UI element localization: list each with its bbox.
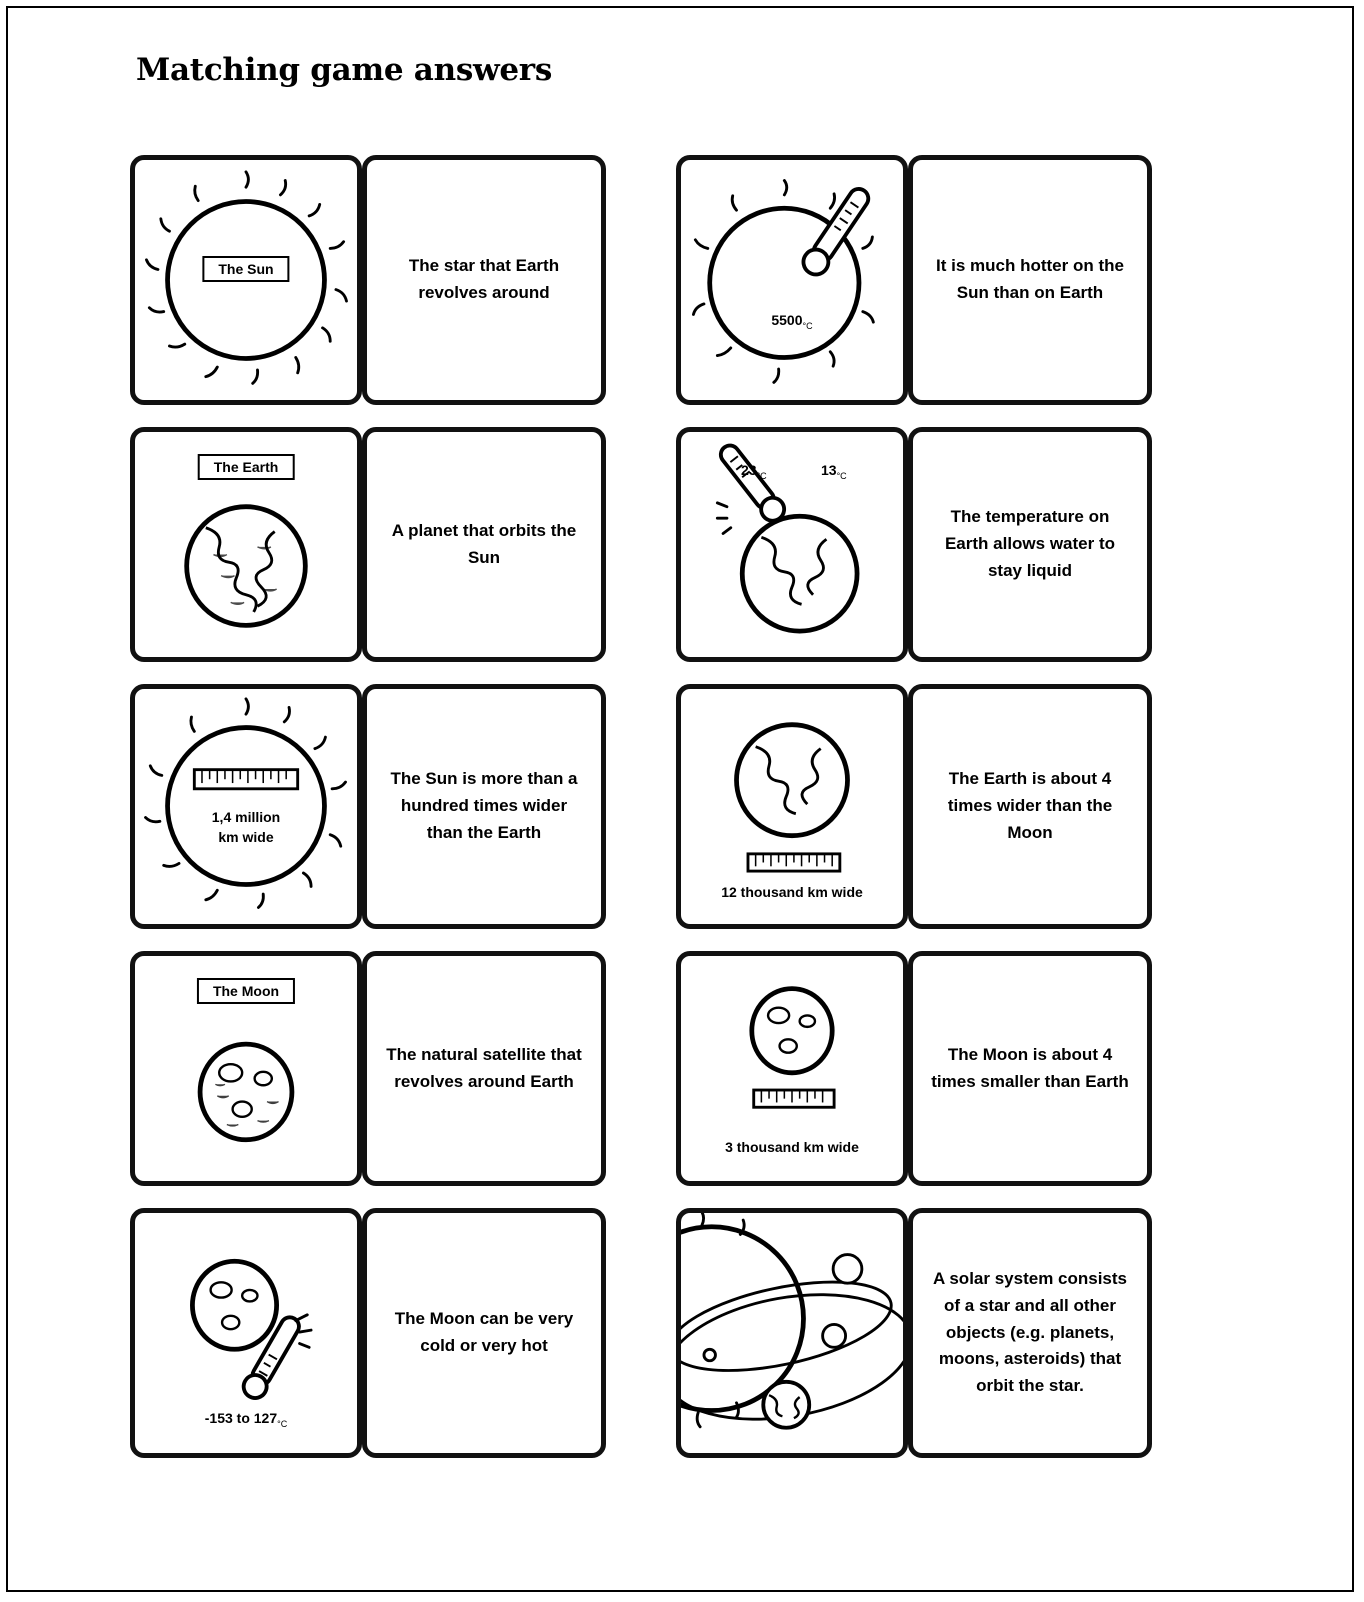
card-sun-label[interactable]	[130, 155, 362, 405]
earth-temperature-unit-1: °C	[756, 471, 767, 482]
card-moon-definition[interactable]	[362, 951, 606, 1186]
row-left-pair	[130, 951, 606, 1186]
moon-temperature-unit: °C	[277, 1419, 288, 1429]
card-text: The star that Earth revolves around	[408, 256, 560, 302]
earth-temperature-value-2: 13	[821, 462, 837, 478]
card-row	[130, 951, 1210, 1186]
row-right-pair	[676, 155, 1152, 405]
row-left-pair	[130, 427, 606, 662]
sun-size-caption-line1: 1,4 million	[211, 809, 281, 825]
card-row	[130, 1208, 1210, 1458]
card-sun-temperature[interactable]	[676, 155, 908, 405]
row-left-pair	[130, 684, 606, 929]
sun-thermometer-illustration	[681, 160, 903, 400]
card-row	[130, 155, 1210, 405]
sun-ruler-illustration	[135, 689, 357, 924]
moon-temperature-caption: -153 to 127	[204, 1409, 278, 1426]
solar-system-illustration	[681, 1213, 903, 1453]
page-title: Matching game answers	[136, 52, 552, 88]
card-text: The Moon can be very cold or very hot	[394, 1309, 574, 1355]
card-row	[130, 684, 1210, 929]
earth-temperature-unit-2: °C	[836, 471, 847, 482]
card-moon-temperature-text[interactable]	[362, 1208, 606, 1458]
card-row	[130, 427, 1210, 662]
earth-size-caption: 12 thousand km wide	[721, 884, 863, 900]
sun-size-caption-line2: km wide	[218, 829, 274, 845]
moon-size-caption: 3 thousand km wide	[725, 1139, 859, 1155]
card-solar-system[interactable]	[676, 1208, 908, 1458]
card-earth-size[interactable]	[676, 684, 908, 929]
card-sun-hotter-text[interactable]	[908, 155, 1152, 405]
sun-temperature-value: 5500	[771, 312, 803, 328]
earth-temperature-value-1: 23	[741, 462, 757, 478]
card-sun-definition[interactable]	[362, 155, 606, 405]
card-solar-system-text[interactable]	[908, 1208, 1152, 1458]
card-earth-label[interactable]	[130, 427, 362, 662]
card-text: The natural satellite that revolves around Earth	[386, 1044, 582, 1091]
sun-name-label: The Sun	[202, 256, 289, 282]
card-text: A planet that orbits the Sun	[391, 520, 577, 567]
row-right-pair	[676, 951, 1152, 1186]
row-left-pair	[130, 155, 606, 405]
card-text: The Sun is more than a hundred times wider than the Earth	[390, 769, 578, 842]
earth-thermometer-illustration	[681, 432, 903, 657]
card-moon-temperature[interactable]	[130, 1208, 362, 1458]
moon-name-label: The Moon	[197, 978, 295, 1004]
row-right-pair	[676, 1208, 1152, 1458]
card-text: The temperature on Earth allows water to stay liquid	[944, 507, 1116, 580]
card-sun-size-text[interactable]	[362, 684, 606, 929]
column-gap	[606, 1208, 676, 1458]
earth-name-label: The Earth	[198, 454, 295, 480]
column-gap	[606, 155, 676, 405]
card-moon-size[interactable]	[676, 951, 908, 1186]
sun-temperature-unit: °C	[802, 321, 813, 332]
card-earth-temperature[interactable]	[676, 427, 908, 662]
row-right-pair	[676, 684, 1152, 929]
card-text: The Moon is about 4 times smaller than Earth	[931, 1044, 1129, 1091]
card-earth-definition[interactable]	[362, 427, 606, 662]
column-gap	[606, 427, 676, 662]
card-sun-size[interactable]	[130, 684, 362, 929]
card-text: It is much hotter on the Sun than on Earth	[936, 256, 1124, 302]
row-left-pair	[130, 1208, 606, 1458]
card-text: A solar system consists of a star and all other objects (e.g. planets, moons, asteroids) that orbit the star.	[932, 1268, 1127, 1396]
card-grid	[130, 155, 1210, 1480]
column-gap	[606, 951, 676, 1186]
card-text: The Earth is about 4 times wider than the Moon	[947, 769, 1113, 842]
card-earth-size-text[interactable]	[908, 684, 1152, 929]
card-moon-label[interactable]	[130, 951, 362, 1186]
column-gap	[606, 684, 676, 929]
card-earth-water-text[interactable]	[908, 427, 1152, 662]
card-moon-size-text[interactable]	[908, 951, 1152, 1186]
row-right-pair	[676, 427, 1152, 662]
